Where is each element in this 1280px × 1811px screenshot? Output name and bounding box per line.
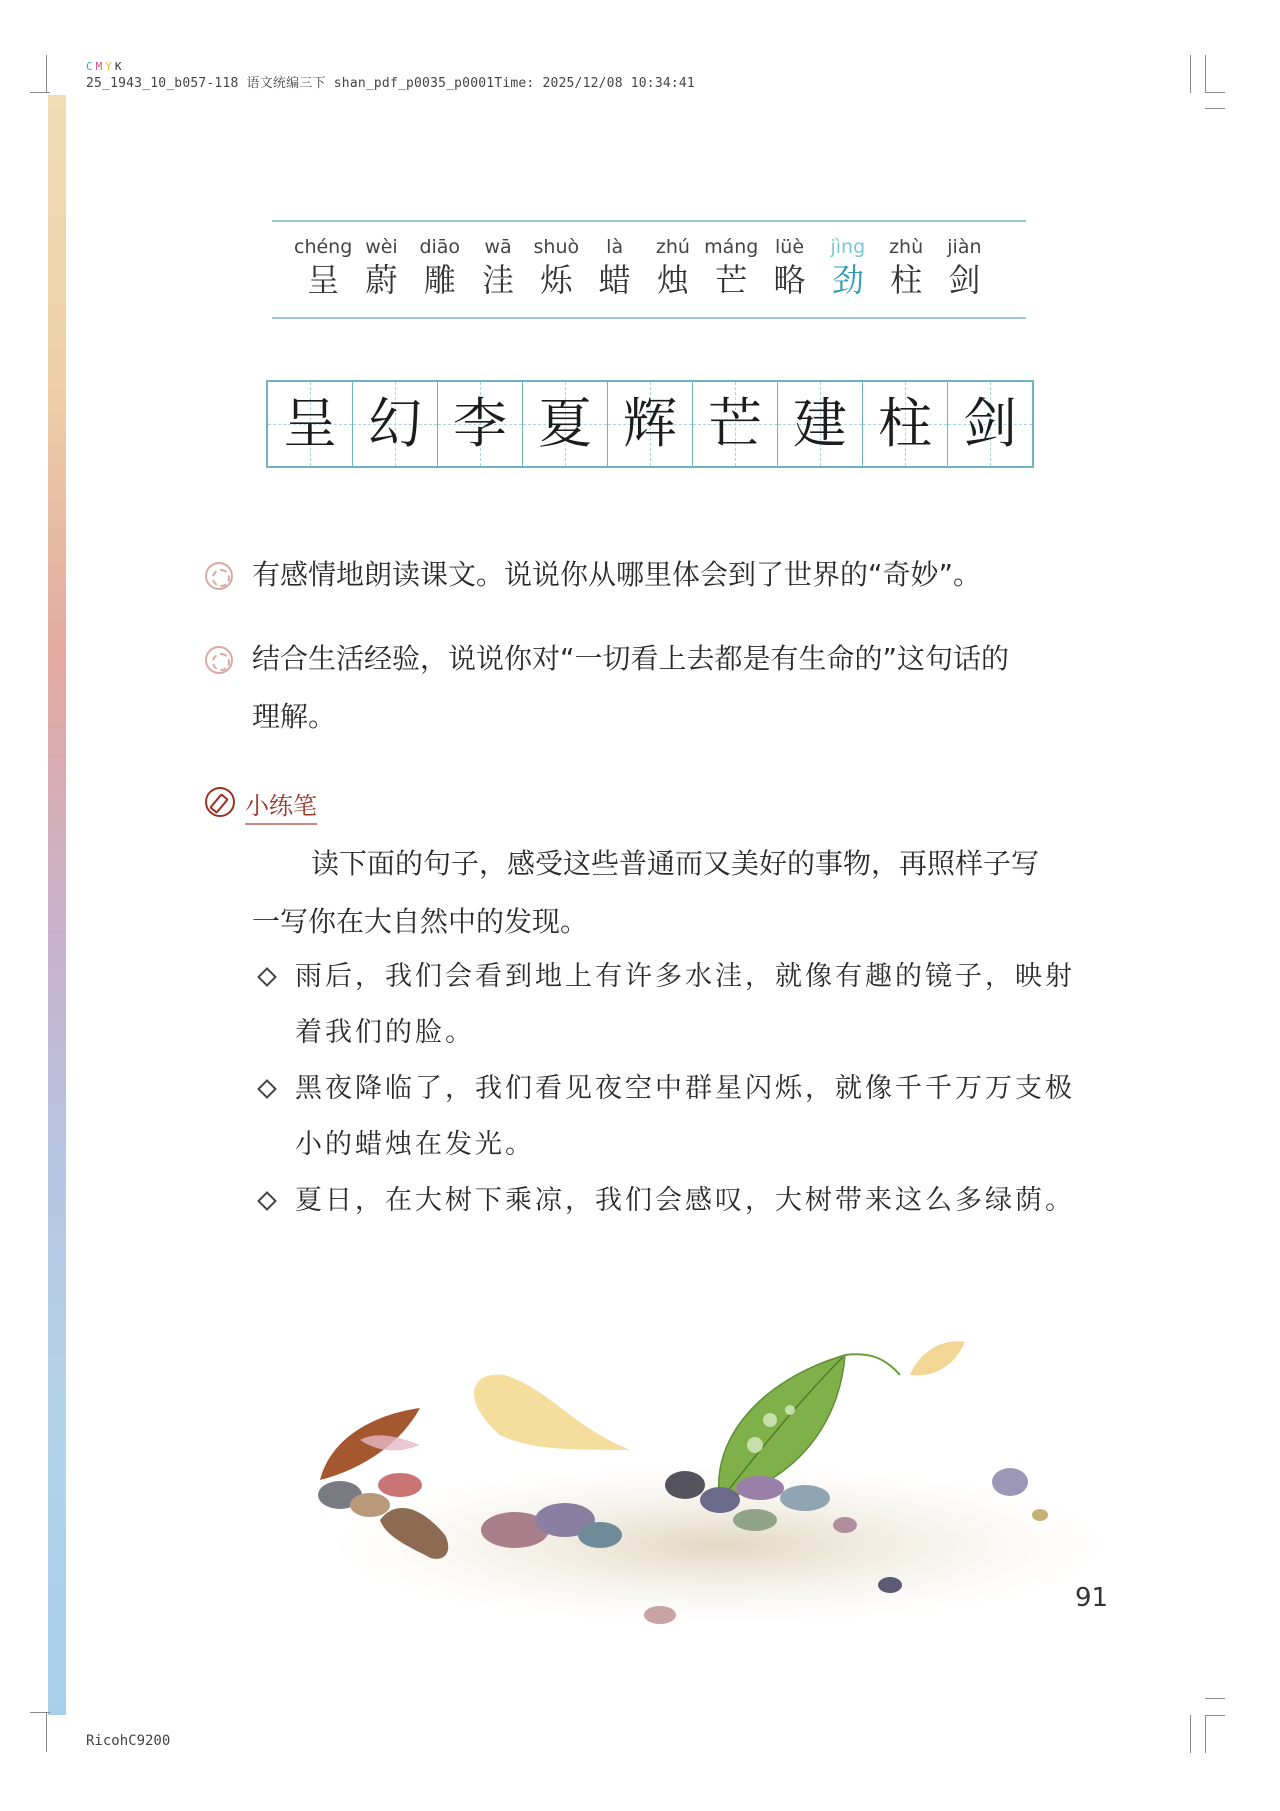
stone bbox=[833, 1517, 857, 1533]
stone bbox=[733, 1509, 777, 1531]
grid-cell bbox=[353, 382, 438, 466]
pinyin-cell bbox=[469, 234, 527, 300]
stone bbox=[780, 1485, 830, 1511]
question-1-text: 有感情地朗读课文。说说你从哪里体会到了世界的“奇妙”。 bbox=[252, 558, 982, 591]
pinyin-cell bbox=[819, 234, 877, 300]
grid-char: 柱 bbox=[878, 392, 932, 455]
grid-cell bbox=[523, 382, 608, 466]
pinyin-cell bbox=[352, 234, 410, 300]
grid-cell bbox=[948, 382, 1032, 466]
pinyin-cell bbox=[585, 234, 643, 300]
hanzi-char: 烛 bbox=[656, 261, 689, 299]
crop-mark bbox=[1205, 1715, 1225, 1716]
pinyin-text: máng bbox=[704, 236, 759, 258]
stone bbox=[378, 1473, 422, 1497]
pinyin-text: zhù bbox=[889, 236, 924, 258]
feather-icon bbox=[474, 1374, 630, 1450]
stone bbox=[578, 1522, 622, 1548]
grid-cell bbox=[608, 382, 693, 466]
grid-char: 辉 bbox=[623, 392, 677, 455]
crop-mark bbox=[1205, 108, 1225, 109]
hanzi-char: 柱 bbox=[890, 261, 923, 299]
pinyin-box bbox=[272, 220, 1026, 319]
pinyin-cell bbox=[294, 234, 352, 300]
grid-char: 李 bbox=[453, 392, 507, 455]
question-2-line1: 结合生活经验，说说你对“一切看上去都是有生命的”这句话的 bbox=[252, 642, 1010, 675]
example-2-line1: 黑夜降临了，我们看见夜空中群星闪烁，就像千千万万支极 bbox=[295, 1073, 1075, 1104]
hanzi-char: 剑 bbox=[948, 261, 981, 299]
hanzi-char: 蔚 bbox=[365, 261, 398, 299]
writing-grid bbox=[266, 380, 1034, 468]
stone bbox=[665, 1471, 705, 1499]
pinyin-text: jiàn bbox=[947, 236, 982, 258]
grid-cell bbox=[863, 382, 948, 466]
pinyin-text: diāo bbox=[419, 236, 461, 258]
pinyin-cell bbox=[527, 234, 585, 300]
stones-feathers-illustration bbox=[300, 1330, 1120, 1640]
grid-char: 建 bbox=[793, 392, 847, 455]
crop-mark bbox=[46, 1712, 47, 1752]
device-label: RicohC9200 bbox=[86, 1733, 171, 1749]
grid-cell bbox=[778, 382, 863, 466]
example-1-line1: 雨后，我们会看到地上有许多水洼，就像有趣的镜子，映射 bbox=[295, 961, 1075, 992]
pinyin-cell bbox=[877, 234, 935, 300]
stone bbox=[878, 1577, 902, 1593]
crop-mark bbox=[1190, 55, 1191, 93]
example-3-line1: 夏日，在大树下乘凉，我们会感叹，大树带来这么多绿荫。 bbox=[295, 1185, 1075, 1216]
stone bbox=[350, 1493, 390, 1517]
pinyin-row bbox=[294, 234, 994, 300]
grid-char: 芒 bbox=[708, 392, 762, 455]
bullet-diamond-icon bbox=[257, 1079, 277, 1099]
grid-cell bbox=[268, 382, 353, 466]
stone bbox=[644, 1606, 676, 1624]
crop-mark bbox=[1205, 1715, 1206, 1753]
pinyin-cell bbox=[411, 234, 469, 300]
question-icon bbox=[205, 646, 233, 674]
pinyin-text: shuò bbox=[533, 236, 580, 258]
hanzi-char: 洼 bbox=[482, 261, 515, 299]
crop-mark bbox=[1205, 55, 1206, 93]
practice-intro-line2: 一写你在大自然中的发现。 bbox=[252, 905, 589, 938]
question-icon bbox=[205, 562, 233, 590]
pinyin-text: jìng bbox=[830, 236, 866, 258]
grid-char: 剑 bbox=[963, 392, 1017, 455]
pinyin-text: lüè bbox=[775, 236, 805, 258]
hanzi-char: 劲 bbox=[831, 261, 864, 299]
pinyin-text: chéng bbox=[294, 236, 353, 258]
pinyin-cell bbox=[644, 234, 702, 300]
color-strip bbox=[48, 95, 66, 1715]
hanzi-char: 烁 bbox=[540, 261, 573, 299]
crop-mark bbox=[1190, 1715, 1191, 1753]
pen-icon bbox=[205, 787, 235, 817]
bullet-diamond-icon bbox=[257, 1191, 277, 1211]
grid-cell bbox=[693, 382, 778, 466]
pinyin-cell bbox=[702, 234, 760, 300]
pinyin-text: wā bbox=[484, 236, 512, 258]
feather-icon bbox=[910, 1341, 965, 1375]
crop-mark bbox=[30, 1712, 50, 1713]
hanzi-char: 呈 bbox=[307, 261, 340, 299]
hanzi-char: 略 bbox=[773, 261, 806, 299]
stone bbox=[1032, 1509, 1048, 1521]
practice-intro-line1: 读下面的句子，感受这些普通而又美好的事物，再照样子写 bbox=[311, 847, 1040, 880]
pinyin-text: wèi bbox=[365, 236, 398, 258]
stone bbox=[700, 1487, 740, 1513]
pinyin-text: zhú bbox=[655, 236, 690, 258]
hanzi-char: 雕 bbox=[423, 261, 456, 299]
hanzi-char: 芒 bbox=[715, 261, 748, 299]
page-number: 91 bbox=[1075, 1583, 1109, 1613]
stone bbox=[992, 1468, 1028, 1496]
stone bbox=[736, 1476, 784, 1500]
crop-mark bbox=[46, 55, 47, 93]
practice-title: 小练笔 bbox=[245, 786, 317, 825]
example-2-line2: 小的蜡烛在发光。 bbox=[295, 1129, 535, 1160]
pinyin-text: là bbox=[606, 236, 624, 258]
pinyin-cell bbox=[935, 234, 993, 300]
bullet-diamond-icon bbox=[257, 967, 277, 987]
grid-cell bbox=[438, 382, 523, 466]
pinyin-cell bbox=[760, 234, 818, 300]
crop-mark bbox=[30, 92, 50, 93]
print-slug: 25_1943_10_b057-118 语文统编三下 shan_pdf_p0035_p0001Time: 2025/12/08 10:34:41 bbox=[86, 76, 695, 91]
example-1-line2: 着我们的脸。 bbox=[295, 1017, 475, 1048]
hanzi-char: 蜡 bbox=[598, 261, 631, 299]
grid-char: 夏 bbox=[538, 392, 592, 455]
grid-char: 幻 bbox=[368, 392, 422, 455]
cmyk-label: CMYK bbox=[86, 60, 125, 73]
question-2-line2: 理解。 bbox=[252, 700, 337, 733]
crop-mark bbox=[1205, 92, 1225, 93]
crop-mark bbox=[1205, 1698, 1225, 1699]
grid-char: 呈 bbox=[283, 392, 337, 455]
